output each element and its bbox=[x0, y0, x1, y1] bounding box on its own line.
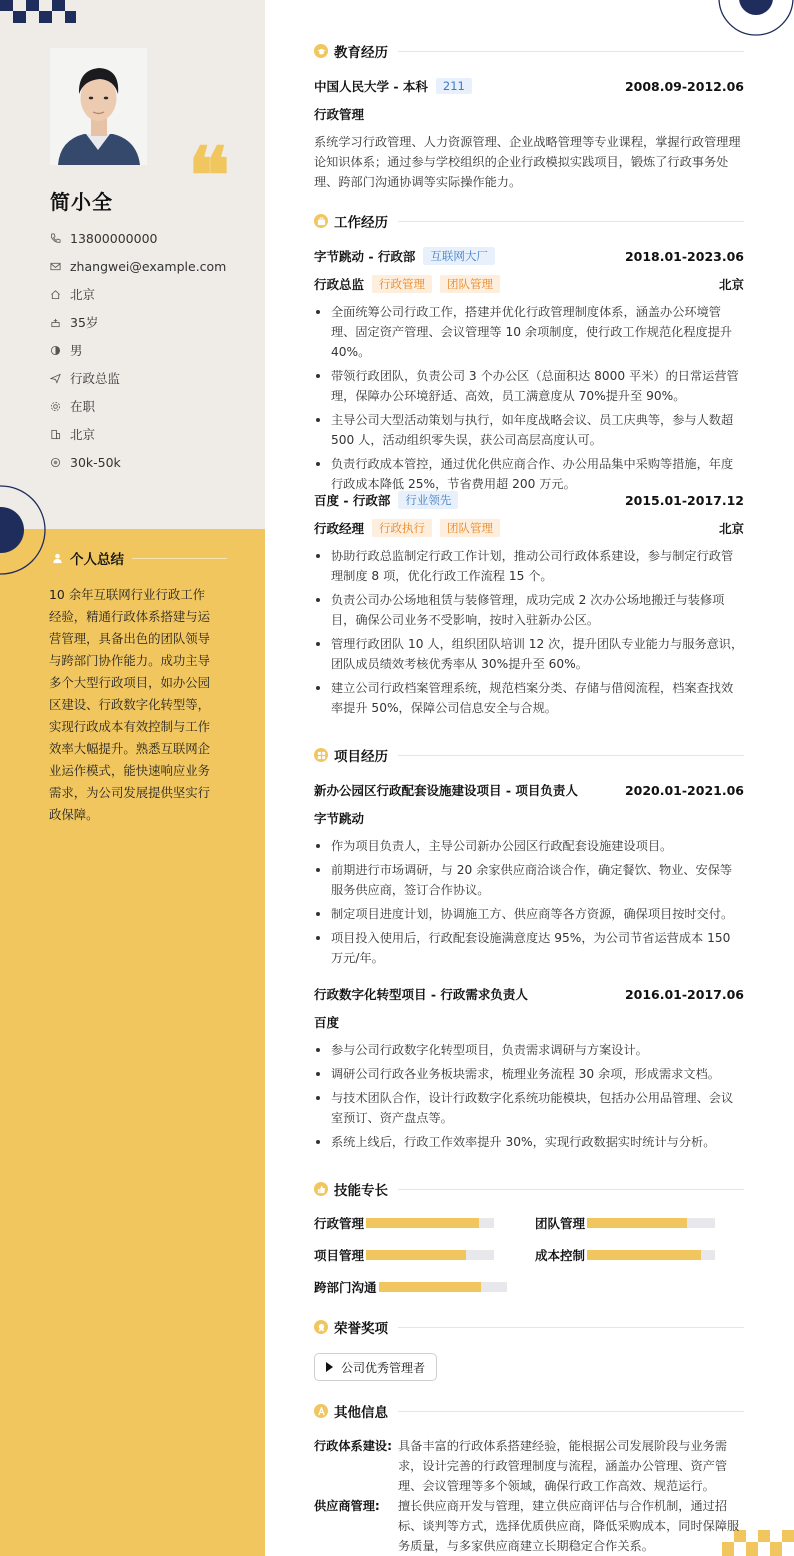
briefcase-icon bbox=[314, 214, 328, 228]
project-bullets bbox=[314, 836, 744, 972]
list-item: 参与公司行政数字化转型项目，负责需求调研与方案设计。 bbox=[314, 1040, 744, 1060]
project-org: 百度 bbox=[314, 1015, 340, 1030]
education-major-row bbox=[314, 104, 744, 124]
other-key: 行政体系建设: bbox=[314, 1439, 392, 1453]
status-icon bbox=[50, 401, 70, 412]
education-description: 系统学习行政管理、人力资源管理、企业战略管理等专业课程，掌握行政管理理论知识体系；通过参与学校组织的企业行政模拟实践项目，锻炼了行政事务处理、跨部门沟通协调等实际操作能力。 bbox=[314, 135, 741, 189]
info-email bbox=[50, 252, 226, 280]
job-tag: 团队管理 bbox=[440, 275, 500, 293]
candidate-name: 简小全 bbox=[50, 190, 113, 214]
skill-bar-fill bbox=[366, 1250, 466, 1260]
section-divider bbox=[398, 1189, 744, 1190]
school-tag: 211 bbox=[436, 78, 472, 94]
award-label: 公司优秀管理者 bbox=[341, 1360, 426, 1375]
section-divider bbox=[398, 1327, 744, 1328]
other-key: 供应商管理: bbox=[314, 1499, 380, 1513]
award-icon bbox=[314, 1320, 328, 1334]
skill-item bbox=[314, 1278, 507, 1296]
list-item: 全面统筹公司行政工作，搭建并优化行政管理制度体系，涵盖办公环境管理、固定资产管理、会议管理等 10 余项制度，使行政工作规范化程度提升 40%。 bbox=[314, 302, 744, 362]
section-divider bbox=[398, 755, 744, 756]
send-icon bbox=[50, 373, 70, 384]
contact-info-list bbox=[50, 224, 226, 476]
skill-item bbox=[535, 1246, 715, 1264]
skill-name: 行政管理 bbox=[314, 1216, 365, 1231]
job-bullets bbox=[314, 546, 744, 722]
list-item: 与技术团队合作，设计行政数字化系统功能模块，包括办公用品管理、会议室预订、资产盘点等。 bbox=[314, 1088, 744, 1128]
section-title: 教育经历 bbox=[334, 45, 388, 61]
skill-bar-fill bbox=[366, 1218, 479, 1228]
list-item: 带领行政团队，负责公司 3 个办公区（总面积达 8000 平米）的日常运营管理，保障办公环境舒适、高效，员工满意度从 70%提升至 90%。 bbox=[314, 366, 744, 406]
job-tag: 行政执行 bbox=[372, 519, 432, 537]
job-position: 行政总监 bbox=[314, 277, 365, 292]
project-date: 2020.01-2021.06 bbox=[624, 782, 744, 798]
education-header-row bbox=[314, 76, 744, 96]
project-header-row bbox=[314, 780, 744, 800]
info-letter-icon bbox=[314, 1404, 328, 1418]
job-city: 北京 bbox=[718, 521, 744, 536]
project-date: 2016.01-2017.06 bbox=[624, 986, 744, 1002]
sidebar bbox=[0, 0, 265, 1556]
skill-bar-fill bbox=[379, 1282, 481, 1292]
job-tag: 行政管理 bbox=[372, 275, 432, 293]
school-name: 中国人民大学 - 本科 bbox=[314, 79, 428, 94]
checker-decoration bbox=[0, 0, 80, 26]
skill-item bbox=[314, 1214, 494, 1232]
profile-photo bbox=[50, 48, 147, 165]
info-text: 13800000000 bbox=[70, 230, 158, 246]
other-item bbox=[314, 1436, 744, 1496]
skill-bar bbox=[379, 1282, 507, 1292]
list-item: 主导公司大型活动策划与执行，如年度战略会议、员工庆典等，参与人数超 500 人，活动组织零失误，获公司高层高度认可。 bbox=[314, 410, 744, 450]
info-salary bbox=[50, 448, 226, 476]
building-icon bbox=[50, 429, 70, 440]
skill-item bbox=[535, 1214, 715, 1232]
person-icon bbox=[52, 553, 63, 564]
play-icon bbox=[326, 1362, 333, 1372]
other-item bbox=[314, 1496, 744, 1556]
list-item: 负责公司办公场地租赁与装修管理，成功完成 2 次办公场地搬迁与装修项目，确保公司业务不受影响，按时入驻新办公区。 bbox=[314, 590, 744, 630]
project-org: 字节跳动 bbox=[314, 811, 365, 826]
thumbs-up-icon bbox=[314, 1182, 328, 1196]
info-text: 男 bbox=[70, 343, 83, 358]
info-text: 30k-50k bbox=[70, 454, 121, 470]
list-item: 协助行政总监制定行政工作计划，推动公司行政体系建设，参与制定行政管理制度 8 项，优化行政工作流程 15 个。 bbox=[314, 546, 744, 586]
company-tag: 行业领先 bbox=[398, 491, 458, 509]
skill-name: 项目管理 bbox=[314, 1248, 365, 1263]
summary-heading bbox=[52, 548, 227, 568]
other-value: 擅长供应商开发与管理，建立供应商评估与合作机制，通过招标、谈判等方式，选择优质供应商，降低采购成本，同时保障服务质量，与多家供应商建立长期稳定合作关系。 bbox=[398, 1499, 740, 1553]
job-header-row bbox=[314, 490, 744, 510]
list-item: 管理行政团队 10 人，组织团队培训 12 次，提升团队专业能力与服务意识，团队成员绩效考核优秀率从 30%提升至 60%。 bbox=[314, 634, 744, 674]
other-heading bbox=[314, 1401, 744, 1421]
info-phone bbox=[50, 224, 226, 252]
section-title: 技能专长 bbox=[334, 1183, 388, 1199]
company-name: 百度 - 行政部 bbox=[314, 493, 391, 508]
project-header-row bbox=[314, 984, 744, 1004]
list-item: 前期进行市场调研，与 20 余家供应商洽谈合作，确定餐饮、物业、安保等服务供应商，签订合作协议。 bbox=[314, 860, 744, 900]
section-title: 工作经历 bbox=[334, 215, 388, 231]
list-item: 建立公司行政档案管理系统，规范档案分类、存储与借阅流程，档案查找效率提升 50%，保障公司信息安全与合规。 bbox=[314, 678, 744, 718]
work-heading bbox=[314, 211, 744, 231]
info-text: 北京 bbox=[70, 287, 96, 302]
section-divider bbox=[398, 1411, 744, 1412]
list-item: 调研公司行政各业务板块需求，梳理业务流程 30 余项，形成需求文档。 bbox=[314, 1064, 744, 1084]
skill-bar-fill bbox=[587, 1250, 701, 1260]
phone-icon bbox=[50, 233, 70, 244]
list-item: 制定项目进度计划，协调施工方、供应商等各方资源，确保项目按时交付。 bbox=[314, 904, 744, 924]
info-age bbox=[50, 308, 226, 336]
info-text: 35岁 bbox=[70, 315, 99, 330]
section-divider bbox=[398, 221, 744, 222]
skill-bar bbox=[366, 1218, 494, 1228]
company-tag: 互联网大厂 bbox=[423, 247, 495, 265]
section-title: 荣誉奖项 bbox=[334, 1321, 388, 1337]
skill-name: 成本控制 bbox=[535, 1248, 586, 1263]
skill-bar bbox=[587, 1250, 715, 1260]
other-value: 具备丰富的行政体系搭建经验，能根据公司发展阶段与业务需求，设计完善的行政管理制度与流程，涵盖办公管理、资产管理、会议管理等多个领域，确保行政工作高效、规范运行。 bbox=[398, 1439, 728, 1493]
skill-name: 跨部门沟通 bbox=[314, 1280, 377, 1295]
info-text: 北京 bbox=[70, 427, 96, 442]
honors-heading bbox=[314, 1317, 744, 1337]
skill-bar-fill bbox=[587, 1218, 687, 1228]
info-home bbox=[50, 280, 226, 308]
education-heading bbox=[314, 41, 744, 61]
info-text: 行政总监 bbox=[70, 371, 121, 386]
grid-icon bbox=[314, 748, 328, 762]
skill-bar bbox=[366, 1250, 494, 1260]
list-item: 负责行政成本管控，通过优化供应商合作、办公用品集中采购等措施，年度行政成本降低 25%，节省费用超 200 万元。 bbox=[314, 454, 744, 494]
project-bullets bbox=[314, 1040, 744, 1156]
coin-icon bbox=[50, 457, 70, 468]
summary-divider bbox=[132, 558, 227, 559]
email-icon bbox=[50, 261, 70, 272]
job-tag: 团队管理 bbox=[440, 519, 500, 537]
job-city: 北京 bbox=[718, 277, 744, 292]
summary-text: 10 余年互联网行业行政工作经验，精通行政体系搭建与运营管理，具备出色的团队领导与跨部门协作能力。成功主导多个大型行政项目，如办公园区建设、行政数字化转型等，实现行政成本有效控制与工作效率大幅提升。熟悉互联网企业运作模式，能快速响应业务需求，为公司发展提供坚实行政保障。 bbox=[49, 587, 211, 822]
summary-title: 个人总结 bbox=[70, 552, 124, 568]
info-city bbox=[50, 420, 226, 448]
info-text: zhangwei@example.com bbox=[70, 258, 227, 274]
skills-heading bbox=[314, 1179, 744, 1199]
gender-icon bbox=[50, 345, 70, 356]
circle-decoration-top-right bbox=[718, 0, 794, 40]
cake-icon bbox=[50, 317, 70, 328]
job-header-row bbox=[314, 246, 744, 266]
info-text: 在职 bbox=[70, 399, 96, 414]
project-name: 行政数字化转型项目 - 行政需求负责人 bbox=[314, 987, 528, 1002]
education-date: 2008.09-2012.06 bbox=[624, 78, 744, 94]
job-date: 2018.01-2023.06 bbox=[624, 248, 744, 264]
job-bullets bbox=[314, 302, 744, 498]
home-icon bbox=[50, 289, 70, 300]
info-gender bbox=[50, 336, 226, 364]
quote-mark: ❝ bbox=[188, 131, 230, 222]
job-position-row bbox=[314, 274, 744, 294]
project-org-row bbox=[314, 1012, 744, 1032]
project-name: 新办公园区行政配套设施建设项目 - 项目负责人 bbox=[314, 783, 578, 798]
skill-name: 团队管理 bbox=[535, 1216, 586, 1231]
list-item: 系统上线后，行政工作效率提升 30%，实现行政数据实时统计与分析。 bbox=[314, 1132, 744, 1152]
info-position bbox=[50, 364, 226, 392]
award-chip bbox=[314, 1353, 437, 1381]
section-title: 其他信息 bbox=[334, 1405, 388, 1421]
project-org-row bbox=[314, 808, 744, 828]
job-position: 行政经理 bbox=[314, 521, 365, 536]
circle-decoration bbox=[0, 484, 47, 576]
job-date: 2015.01-2017.12 bbox=[624, 492, 744, 508]
graduation-icon bbox=[314, 44, 328, 58]
skill-bar bbox=[587, 1218, 715, 1228]
major: 行政管理 bbox=[314, 107, 365, 122]
info-status bbox=[50, 392, 226, 420]
list-item: 项目投入使用后，行政配套设施满意度达 95%，为公司节省运营成本 150 万元/年。 bbox=[314, 928, 744, 968]
job-position-row bbox=[314, 518, 744, 538]
list-item: 作为项目负责人，主导公司新办公园区行政配套设施建设项目。 bbox=[314, 836, 744, 856]
section-divider bbox=[398, 51, 744, 52]
projects-heading bbox=[314, 745, 744, 765]
section-title: 项目经历 bbox=[334, 749, 388, 765]
skill-item bbox=[314, 1246, 494, 1264]
company-name: 字节跳动 - 行政部 bbox=[314, 249, 416, 264]
